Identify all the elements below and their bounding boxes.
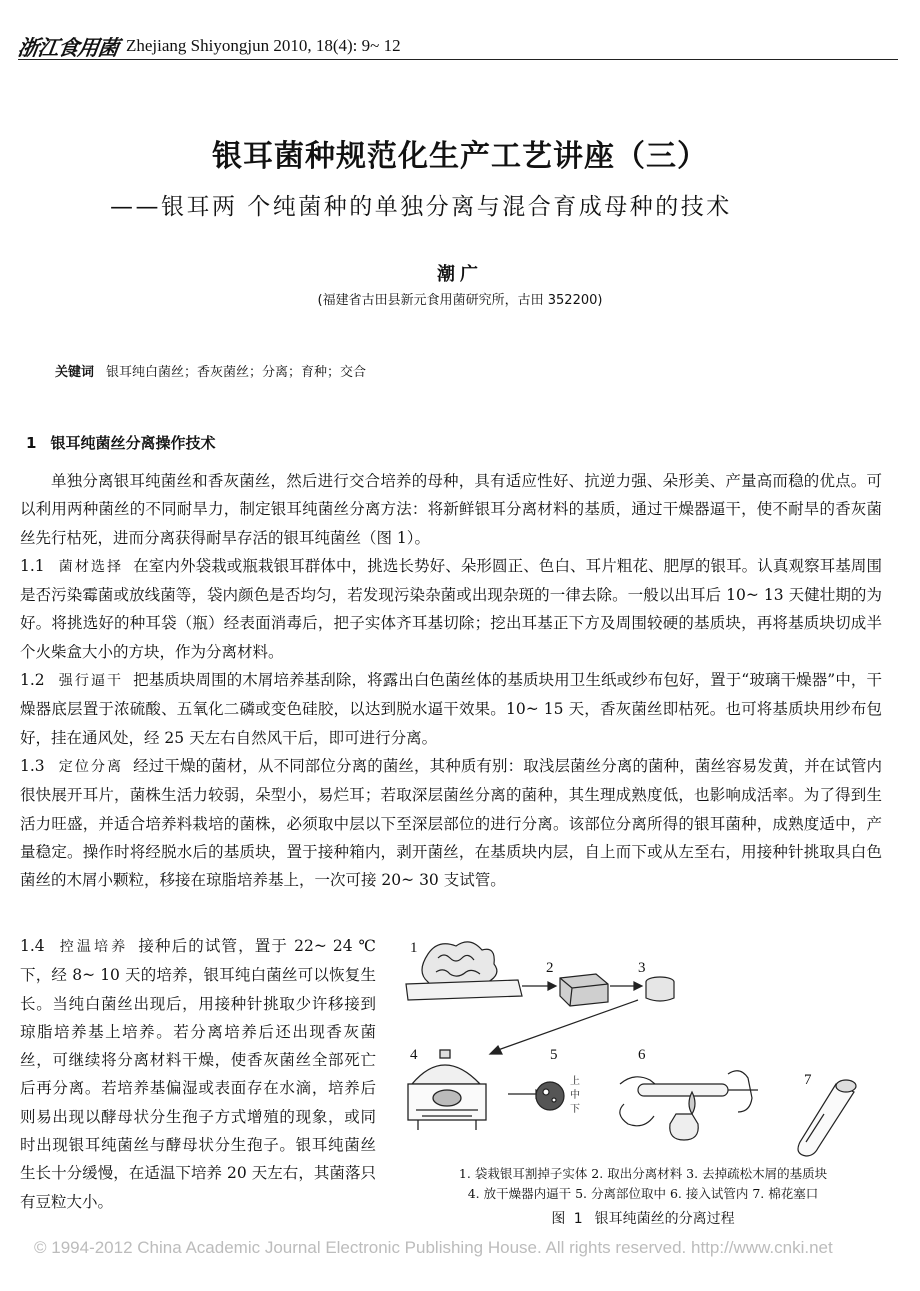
caption-label: 图 1 <box>551 1211 585 1227</box>
subsection-title: 强行逼干 <box>58 673 124 690</box>
separation-position-drawing <box>536 1082 564 1110</box>
keywords <box>55 361 366 380</box>
subsection-number: 1.3 <box>20 756 45 775</box>
figure-legend <box>398 1164 888 1204</box>
subsection-text: 接种后的试管，置于 22~ 24 ℃下，经 8~ 10 天的培养，银耳纯白菌丝可以恢复生长。当纯白菌丝出现后，用接种针挑取少许移接到琼脂培养基上培养。若分离培养后还出现香灰菌丝，可继续将分离材料干燥，使香灰菌丝全部死亡后再分离。若培养基偏湿或表面存在水滴，培养后则易出现以酵母状分生孢子方式增殖的现象，或同时出现银耳纯菌丝与酵母状分生孢子。银耳纯菌丝生长十分缓慢，在适温下培养 20 天左右，其菌落只有豆粒大小。 <box>20 937 376 1211</box>
subsection-text: 经过干燥的菌材，从不同部位分离的菌丝，其种质有别：取浅层菌丝分离的菌种，菌丝容易发黄，并在试管内很快展开耳片，菌株生活力较弱，朵型小，易烂耳；若取深层菌丝分离的菌种，其生理成熟度低，也影响成活率。为了得到生活力旺盛，并适合培养料栽培的菌株，必须取中层以下至深层部位的进行分离。该部位分离所得的银耳菌种，成熟度适中，产量稳定。操作时将经脱水后的基质块，置于接种箱内，剥开菌丝，在基质块内层，自上而下或从左至右，用接种针挑取具白色菌丝的木屑小颗粒，移接在琼脂培养基上，一次可接 20~ 30 支试管。 <box>20 756 882 890</box>
subsection-1-2 <box>20 666 882 752</box>
legend-line-1: 1. 袋栽银耳割掉子实体 2. 取出分离材料 3. 去掉疏松木屑的基质块 <box>458 1166 828 1181</box>
tremella-bag-drawing <box>406 942 522 1000</box>
subsection-title: 菌材选择 <box>58 558 124 575</box>
position-label-lower: 下 <box>570 1104 580 1115</box>
legend-line-2: 4. 放干燥器内逼干 5. 分离部位取中 6. 接入试管内 7. 棉花塞口 <box>467 1186 819 1201</box>
subsection-1-4 <box>20 932 376 1216</box>
step-number-5: 5 <box>550 1047 558 1063</box>
journal-citation: Zhejiang Shiyongjun 2010, 18(4): 9~ 12 <box>126 36 401 55</box>
journal-logo: 浙江食用菌 <box>16 35 120 60</box>
step-number-6: 6 <box>638 1047 646 1063</box>
section-title: 银耳纯菌丝分离操作技术 <box>50 434 216 452</box>
step-number-4: 4 <box>410 1047 418 1063</box>
subsection-title: 定位分离 <box>58 758 124 775</box>
desiccator-drawing <box>408 1050 486 1130</box>
subsection-number: 1.4 <box>20 937 45 955</box>
position-label-middle: 中 <box>570 1090 580 1101</box>
subsection-number: 1.2 <box>20 671 45 690</box>
author-affiliation: (福建省古田县新元食用菌研究所，古田 352200) <box>317 293 603 308</box>
body-text <box>20 467 882 894</box>
subsection-1-3 <box>20 752 882 894</box>
subsection-number: 1.1 <box>20 556 45 575</box>
article-title: 银耳菌种规范化生产工艺讲座（三） <box>212 139 708 174</box>
test-tube-drawing <box>798 1080 856 1156</box>
article-subtitle: ——银耳两 个纯菌种的单独分离与混合育成母种的技术 <box>110 194 732 220</box>
author-name: 潮广 <box>437 264 483 285</box>
subsection-text: 把基质块周围的木屑培养基刮除，将露出白色菌丝体的基质块用卫生纸或纱布包好，置于“玻璃干燥器”中，干燥器底层置于浓硫酸、五氧化二磷或变色硅胶，以达到脱水逼干效果。10~ 15 天，香灰菌丝即枯死。也可将基质块用纱布包好，挂在通风处，经 25 天左右自然风干后，即可进行分离。 <box>20 671 883 747</box>
subsection-title: 控温培养 <box>58 939 129 955</box>
figure-caption <box>398 1208 888 1228</box>
figure-1-illustration <box>398 934 888 1184</box>
subsection-1-1 <box>20 552 882 666</box>
cleaned-block-drawing <box>646 977 674 1001</box>
running-header <box>18 30 898 60</box>
keywords-label: 关键词 <box>55 365 95 380</box>
position-label-upper: 上 <box>570 1076 580 1087</box>
step-number-2: 2 <box>546 960 554 976</box>
subsection-text: 在室内外袋栽或瓶栽银耳群体中，挑选长势好、朵形圆正、色白、耳片粗花、肥厚的银耳。认真观察耳基周围是否污染霉菌或放线菌等，袋内颜色是否均匀，若发现污染杂菌或出现杂斑的一律去除。一般以出耳后 10~ 13 天健壮期的为好。将挑选好的种耳袋（瓶）经表面消毒后，把子实体齐耳基切除；挖出耳基正下方及周围较硬的基质块，再将基质块切成半个火柴盒大小的方块，作为分离材料。 <box>20 556 882 661</box>
step-number-1: 1 <box>410 940 418 956</box>
inoculation-drawing <box>620 1071 758 1140</box>
copyright-footer: © 1994-2012 China Academic Journal Electronic Publishing House. All rights reserved. http://www.cnki.net <box>34 1238 833 1257</box>
keywords-text: 银耳纯白菌丝；香灰菌丝；分离；育种；交合 <box>106 365 367 380</box>
substrate-block-drawing <box>560 974 608 1006</box>
step-number-3: 3 <box>638 960 646 976</box>
intro-paragraph: 单独分离银耳纯菌丝和香灰菌丝，然后进行交合培养的母种，具有适应性好、抗逆力强、朵形美、产量高而稳的优点。可以利用两种菌丝的不同耐旱力，制定银耳纯菌丝分离方法：将新鲜银耳分离材料的基质，通过干燥器逼干，使不耐旱的香灰菌丝先行枯死，进而分离获得耐旱存活的银耳纯菌丝（图 1）。 <box>20 472 882 547</box>
caption-text: 银耳纯菌丝的分离过程 <box>594 1211 735 1227</box>
step-number-7: 7 <box>804 1072 812 1088</box>
section-heading <box>26 432 215 453</box>
section-number: 1 <box>26 434 37 452</box>
